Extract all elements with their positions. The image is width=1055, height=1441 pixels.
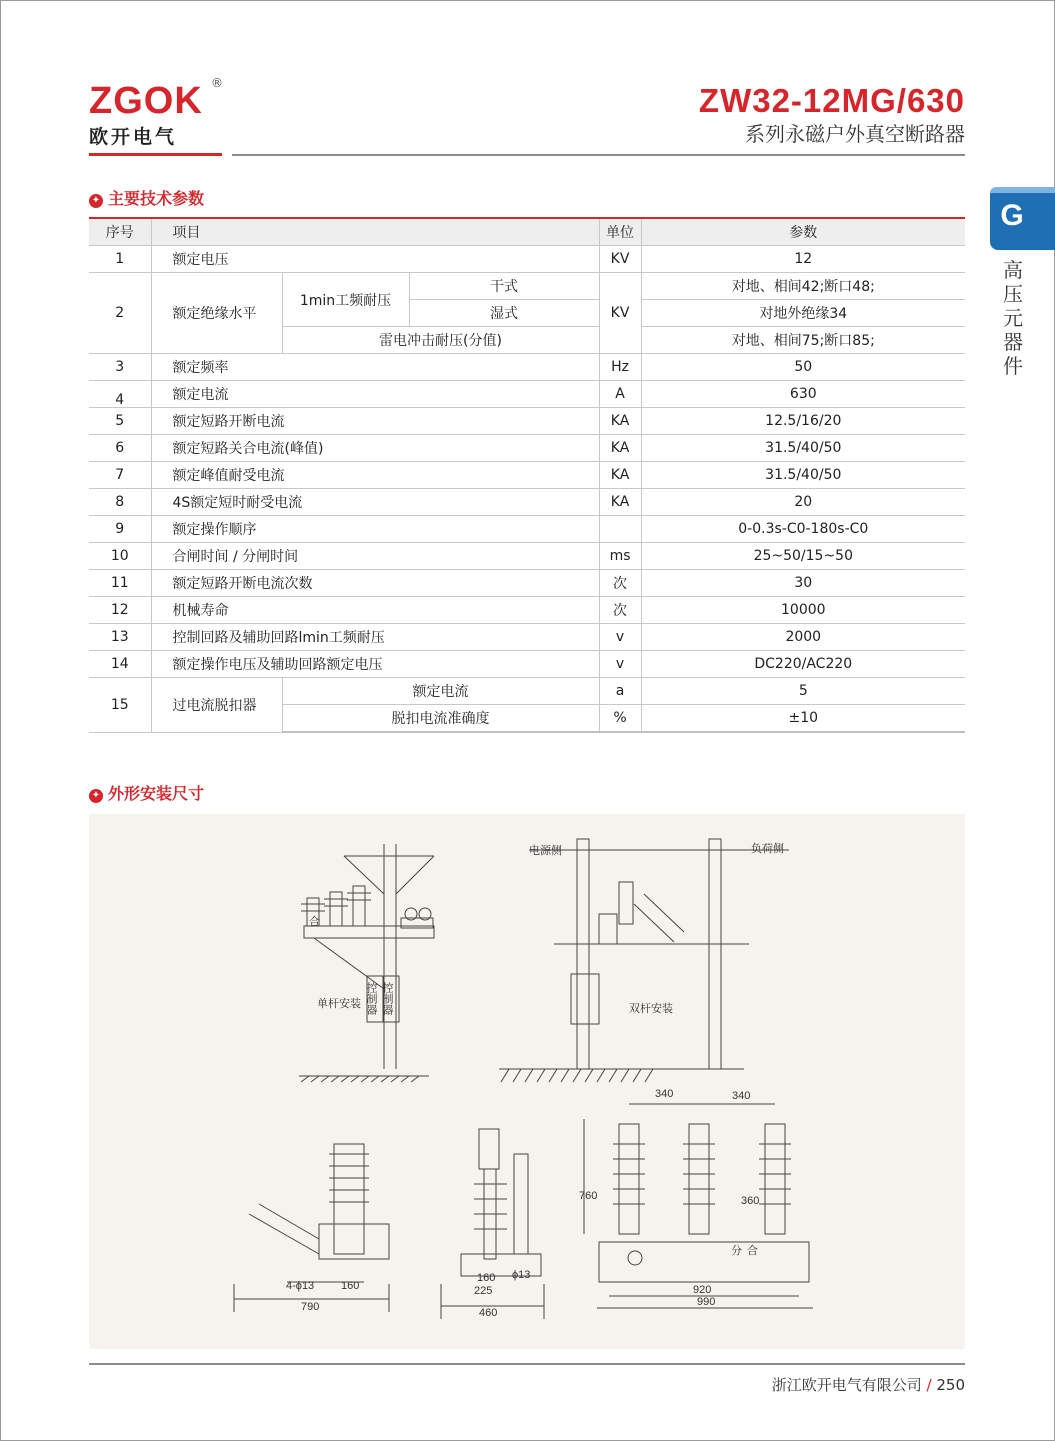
row-item: 额定绝缘水平 [151,273,282,354]
table-row [89,597,965,624]
row-value: 25~50/15~50 [641,543,965,570]
close-mark: 合 [309,916,320,928]
brand-name-cn: 欧开电气 [89,126,178,148]
footer-company: 浙江欧开电气有限公司 [771,1376,922,1394]
row-item: 额定短路关合电流(峰值) [151,435,599,462]
dim-460: 460 [479,1307,498,1319]
row-value: 31.5/40/50 [641,462,965,489]
row-subitem: 脱扣电流准确度 [282,705,599,733]
row-item: 控制回路及辅助回路lmin工频耐压 [151,624,599,651]
row-subitem-dry: 干式 [409,273,599,300]
double-pole-drawing [499,839,789,1082]
row-value: 5 [641,678,965,705]
row-value: 30 [641,570,965,597]
dim-340a: 340 [655,1088,674,1100]
row-item: 过电流脱扣器 [151,678,282,733]
brand-logo [89,76,223,149]
row-unit: KV [599,273,641,354]
row-item: 机械寿命 [151,597,599,624]
dim-160a: 160 [341,1280,360,1292]
table-row [89,570,965,597]
section-params-heading [89,186,204,209]
row-unit: A [599,381,641,408]
row-item: 额定操作顺序 [151,516,599,543]
table-row [89,462,965,489]
row-item: 额定峰值耐受电流 [151,462,599,489]
row-value: 630 [641,381,965,408]
row-subitem: 额定电流 [282,678,599,705]
label-controller-2: 控制器 [381,982,393,1015]
star-bullet-icon: ✦ [89,194,103,208]
row-unit: KV [599,246,641,273]
star-bullet-icon: ✦ [89,789,103,803]
category-tab-text: 高压元器件 [1003,258,1023,378]
row-unit: KA [599,408,641,435]
table-row [89,435,965,462]
footer-separator: / [926,1376,932,1394]
logo-text: ZGOK [89,80,203,122]
table-row [89,408,965,435]
dim-340b: 340 [732,1090,751,1102]
three-pole-view-drawing [579,1088,813,1308]
row-no: 6 [89,435,151,462]
table-row [89,354,965,381]
close-mark-2: 合 [747,1245,758,1257]
row-no: 7 [89,462,151,489]
row-unit: % [599,705,641,733]
row-value: ±10 [641,705,965,733]
dim-360: 360 [741,1195,760,1207]
row-subitem-wet: 湿式 [409,300,599,327]
row-value: 0-0.3s-C0-180s-C0 [641,516,965,543]
section-drawing-title: 外形安装尺寸 [108,784,205,803]
row-no: 2 [89,273,151,354]
model-title: ZW32-12MG/630 [698,82,965,119]
row-item: 4S额定短时耐受电流 [151,489,599,516]
table-row [89,624,965,651]
row-value: 50 [641,354,965,381]
table-header-row [89,218,965,246]
installation-drawing [89,814,965,1349]
row-unit: Hz [599,354,641,381]
row-value: 12 [641,246,965,273]
row-unit: 次 [599,570,641,597]
section-drawing-heading [89,781,204,804]
row-subitem: 1min工频耐压 [282,273,409,327]
row-no: 14 [89,651,151,678]
row-no: 8 [89,489,151,516]
row-no: 12 [89,597,151,624]
row-no: 5 [89,408,151,435]
row-value: 对地、相间75;断口85; [641,327,965,354]
row-no: 15 [89,678,151,733]
table-row [89,489,965,516]
row-unit: ms [599,543,641,570]
category-tab-highlight [990,187,1055,193]
dim-990: 990 [697,1296,716,1308]
category-tab [990,187,1055,250]
row-value: 20 [641,489,965,516]
header-item: 项目 [151,218,599,246]
row-no: 1 [89,246,151,273]
table-row [89,246,965,273]
row-value: 10000 [641,597,965,624]
header-no: 序号 [89,218,151,246]
row-unit: a [599,678,641,705]
section-params-title: 主要技术参数 [108,189,205,208]
registered-mark: ® [211,76,223,90]
header-rule-red [89,153,222,156]
footer-rule [89,1363,965,1365]
row-subitem-lightning: 雷电冲击耐压(分值) [282,327,599,354]
row-item: 额定短路开断电流次数 [151,570,599,597]
label-double-pole: 双杆安装 [629,1003,673,1015]
table-row [89,651,965,678]
row-item: 额定短路开断电流 [151,408,599,435]
row-unit: v [599,651,641,678]
row-unit: KA [599,462,641,489]
table-row [89,273,965,300]
dim-760: 760 [579,1190,598,1202]
single-pole-drawing [299,844,434,1082]
row-item: 额定电流 [151,381,599,408]
dim-160b: 160 [477,1272,496,1284]
row-no: 11 [89,570,151,597]
row-no: 4 [89,381,151,408]
row-unit: KA [599,435,641,462]
row-item: 合闸时间 / 分闸时间 [151,543,599,570]
row-unit [599,516,641,543]
label-source-side: 电源侧 [529,845,562,857]
table-row [89,543,965,570]
row-no: 9 [89,516,151,543]
table-row [89,381,965,408]
row-value: 12.5/16/20 [641,408,965,435]
label-single-pole: 单杆安装 [317,998,361,1010]
label-load-side: 负荷侧 [751,843,784,855]
row-no: 3 [89,354,151,381]
side-view-drawing [234,1144,389,1313]
dim-phi13: ϕ13 [512,1269,531,1281]
front-view-drawing [441,1129,544,1319]
row-no: 10 [89,543,151,570]
row-value: 2000 [641,624,965,651]
dim-225: 225 [474,1285,493,1297]
category-tab-letter: G [1000,199,1024,232]
row-unit: 次 [599,597,641,624]
dim-790: 790 [301,1301,320,1313]
params-table [89,217,965,733]
table-row [89,678,965,705]
row-value: 对地、相间42;断口48; [641,273,965,300]
header-unit: 单位 [599,218,641,246]
header-value: 参数 [641,218,965,246]
drawing-panel [89,814,965,1349]
page-number: 250 [936,1376,965,1394]
row-item: 额定电压 [151,246,599,273]
row-value: 对地外绝缘34 [641,300,965,327]
row-no: 13 [89,624,151,651]
header-rule-gray [232,154,965,156]
dim-920: 920 [693,1284,712,1296]
model-subtitle: 系列永磁户外真空断路器 [745,122,965,146]
footer [772,1374,965,1395]
dist-mark: 分 [731,1245,742,1257]
row-unit: v [599,624,641,651]
row-item: 额定频率 [151,354,599,381]
dim-4phi13: 4-ϕ13 [286,1280,315,1292]
row-unit: KA [599,489,641,516]
row-value: DC220/AC220 [641,651,965,678]
table-row [89,516,965,543]
label-controller-1: 控制器 [365,982,377,1015]
row-item: 额定操作电压及辅助回路额定电压 [151,651,599,678]
row-value: 31.5/40/50 [641,435,965,462]
